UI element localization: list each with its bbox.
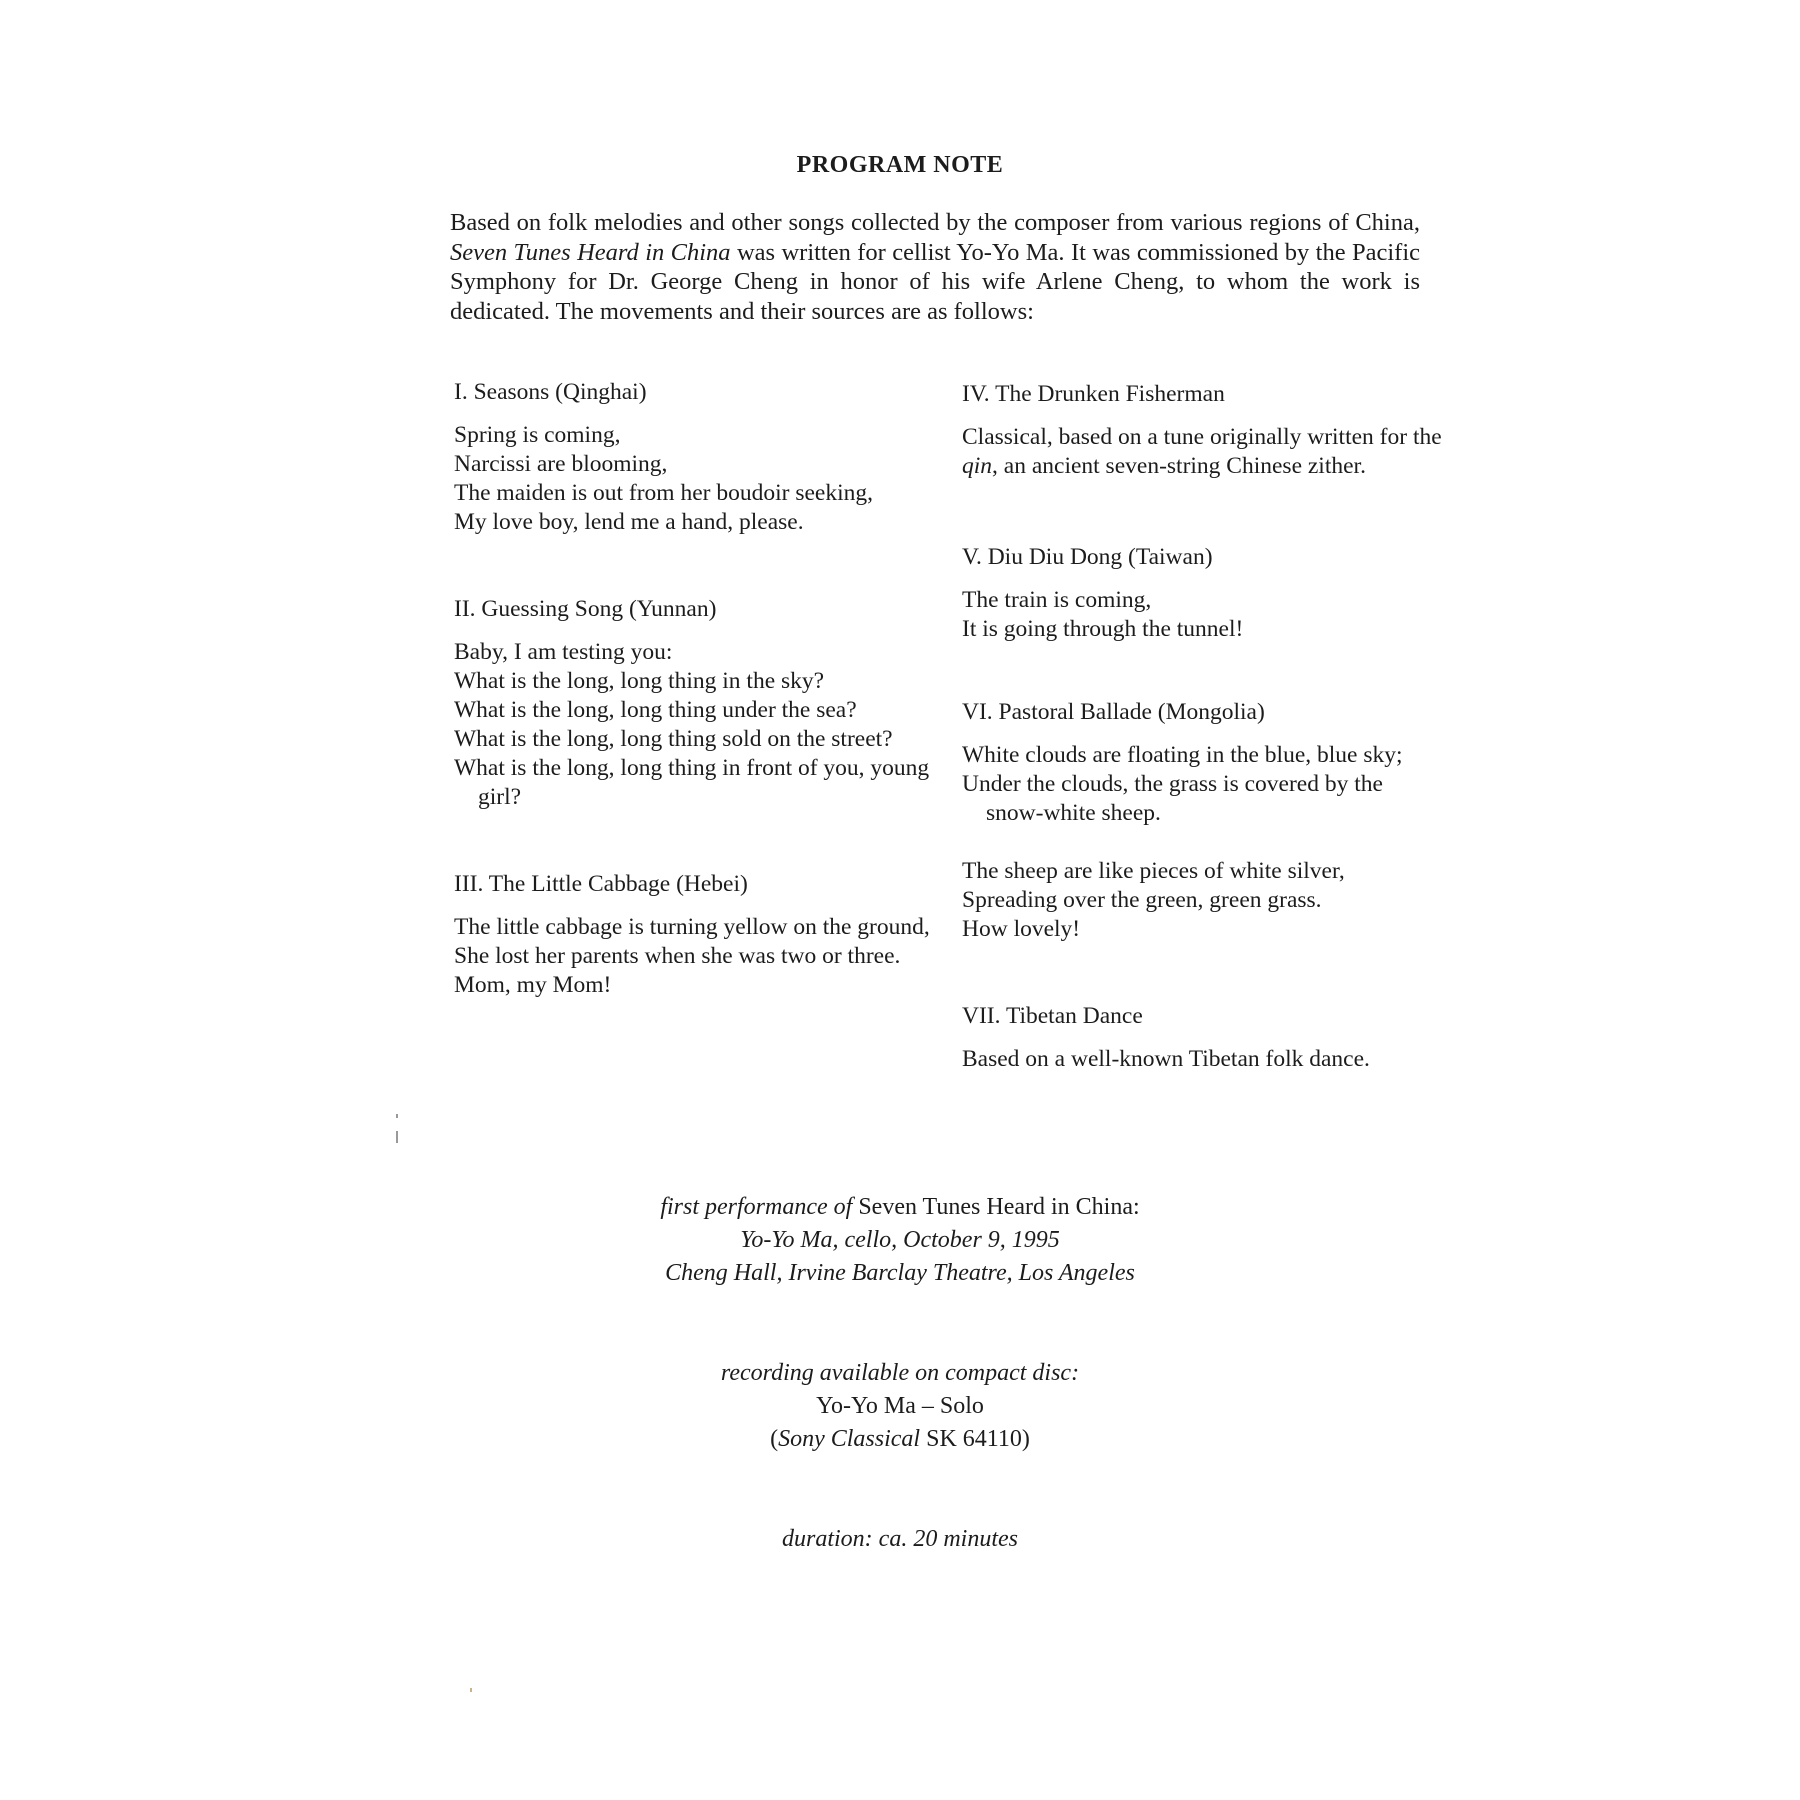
lyric-line: What is the long, long thing sold on the street? (454, 726, 893, 752)
movement-v (962, 543, 1442, 644)
scan-speck (470, 1688, 472, 1692)
movement-vii (962, 1002, 1442, 1074)
lyric-line: The maiden is out from her boudoir seeking, (454, 480, 873, 506)
lyric-line: It is going through the tunnel! (962, 616, 1244, 642)
description-text: Classical, based on a tune originally written for the (962, 424, 1442, 450)
movement-iv (962, 380, 1442, 481)
movement-description (962, 423, 1442, 481)
movement-vi (962, 698, 1442, 944)
movement-title: IV. The Drunken Fisherman (962, 381, 1225, 407)
instrument-name: qin (962, 453, 993, 479)
description-text: , an ancient seven-string Chinese zither. (992, 453, 1366, 479)
movement-lyrics (962, 741, 1442, 828)
recording-album: Yo-Yo Ma – Solo (816, 1393, 984, 1419)
intro-work-title: Seven Tunes Heard in China (450, 238, 731, 266)
recording-info (0, 1357, 1800, 1456)
movement-title: V. Diu Diu Dong (Taiwan) (962, 544, 1213, 570)
lyric-line: My love boy, lend me a hand, please. (454, 509, 804, 535)
scan-speck (396, 1114, 398, 1118)
scan-speck (396, 1131, 398, 1143)
premiere-performer: Yo-Yo Ma, cello, October 9, 1995 (740, 1227, 1060, 1253)
movement-lyrics (454, 638, 944, 812)
lyric-line: The sheep are like pieces of white silver, (962, 858, 1345, 884)
lyric-line: What is the long, long thing in front of you, young girl? (454, 755, 930, 810)
duration: duration: ca. 20 minutes (782, 1526, 1018, 1552)
intro-text-1: Based on folk melodies and other songs collected by the composer from various regions of China, (450, 209, 1420, 236)
movement-lyrics (962, 586, 1442, 644)
lyric-line: Mom, my Mom! (454, 972, 612, 998)
lyric-line: The little cabbage is turning yellow on the ground, (454, 914, 930, 940)
premiere-work: Seven Tunes Heard in China: (858, 1194, 1140, 1220)
movement-title: VII. Tibetan Dance (962, 1003, 1143, 1029)
movement-i (454, 378, 944, 537)
movement-title: III. The Little Cabbage (Hebei) (454, 871, 748, 897)
premiere-info (0, 1191, 1800, 1290)
recording-label: recording available on compact disc: (720, 1360, 1080, 1386)
movement-title: VI. Pastoral Ballade (Mongolia) (962, 699, 1265, 725)
lyric-line: The train is coming, (962, 587, 1152, 613)
right-column (962, 380, 1442, 1074)
record-label: Sony Classical (778, 1426, 921, 1452)
premiere-venue: Cheng Hall, Irvine Barclay Theatre, Los Angeles (665, 1260, 1135, 1286)
movement-title: II. Guessing Song (Yunnan) (454, 596, 717, 622)
lyric-line: How lovely! (962, 916, 1081, 942)
movement-ii (454, 595, 944, 812)
lyric-line: Under the clouds, the grass is covered by the snow-white sheep. (962, 771, 1383, 826)
lyric-line: Spreading over the green, green grass. (962, 887, 1322, 913)
premiere-label: first performance of (660, 1194, 853, 1220)
intro-paragraph (450, 208, 1420, 326)
movement-lyrics (962, 857, 1442, 944)
lyric-line: She lost her parents when she was two or three. (454, 943, 901, 969)
movement-description: Based on a well-known Tibetan folk dance. (962, 1046, 1370, 1072)
left-column (454, 378, 944, 1000)
page-title: PROGRAM NOTE (796, 152, 1004, 178)
movement-lyrics (454, 913, 944, 1000)
lyric-line: What is the long, long thing under the sea? (454, 697, 857, 723)
lyric-line: Narcissi are blooming, (454, 451, 668, 477)
lyric-line: What is the long, long thing in the sky? (454, 668, 825, 694)
premiere-line (0, 1191, 1800, 1224)
catalog-number: SK 64110 (926, 1426, 1022, 1452)
movement-title: I. Seasons (Qinghai) (454, 379, 647, 405)
intro-text-2: was written for cellist Yo-Yo Ma. It was commissioned by the Pacific Symphony for Dr. George Cheng in honor of his wife Arlene Cheng, to whom the work is dedicated. The movements and their sources are as follows: (450, 238, 1421, 325)
lyric-line: Spring is coming, (454, 422, 621, 448)
movement-lyrics (454, 421, 944, 537)
lyric-line: Baby, I am testing you: (454, 639, 673, 665)
recording-catalog-line: (Sony Classical SK 64110) (770, 1426, 1030, 1452)
lyric-line: White clouds are floating in the blue, blue sky; (962, 742, 1403, 768)
movement-iii (454, 870, 944, 1000)
